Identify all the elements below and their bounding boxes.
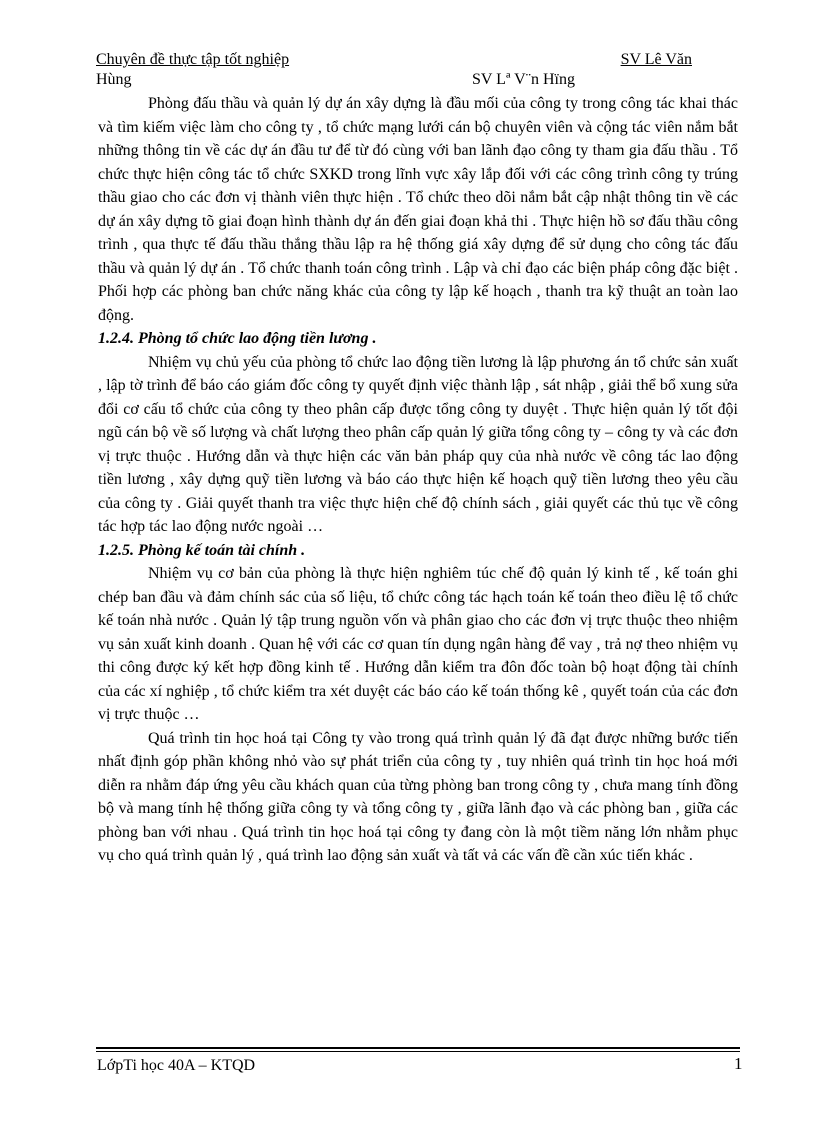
page-number: 1 — [734, 1054, 743, 1073]
header-author-garbled: SV Lª V¨n Hïng — [472, 71, 575, 88]
footer-rule-thick — [96, 1047, 740, 1049]
page-header-continued — [96, 70, 716, 90]
header-author: SV Lê Văn — [620, 51, 692, 68]
page-header — [96, 50, 692, 70]
header-title: Chuyên đề thực tập tốt nghiệp — [96, 51, 290, 68]
header-author-continuation: Hùng — [96, 71, 132, 88]
document-body — [98, 92, 738, 868]
footer-rule-thin — [96, 1051, 740, 1052]
section-heading-finance: 1.2.5. Phòng kế toán tài chính . — [98, 541, 306, 559]
section-heading-labor: 1.2.4. Phòng tổ chức lao động tiền lương . — [98, 330, 377, 347]
footer-class-label: LớpTi học 40A – KTQD — [97, 1057, 256, 1074]
paragraph-informatization: Quá trình tin học hoá tại Công ty vào trong quá trình quản lý đã đạt được những bước tiến nhất định góp phần không nhỏ vào sự phát triển của công ty , tuy nhiên quá trình tin học hoá mới diễn ra nhằm đáp ứng yêu cầu khách quan của từng phòng ban trong công ty , chưa mang tính đồng bộ và mang tính hệ thống giữa công ty và tổng công ty , giữa lãnh đạo và các phòng ban , giữa các phòng ban với nhau . Quá trình tin học hoá tại công ty đang còn là một tiềm năng lớn nhằm phục vụ cho quá trình quản lý , quá trình lao động sản xuất và tất vả các vấn đề cần xúc tiến khác . — [98, 729, 738, 864]
paragraph-labor-department: Nhiệm vụ chủ yếu của phòng tổ chức lao động tiền lương là lập phương án tổ chức sản xuất , lập tờ trình để báo cáo giám đốc công ty quyết định việc thành lập , sát nhập , giải thể bổ xung sửa đổi cơ cấu tổ chức của công ty theo phân cấp được tổng công ty duyệt . Thực hiện quản lý tốt đội ngũ cán bộ về số lượng và chất lượng theo phân cấp quản lý giữa tổng công ty – công ty và các đơn vị trực thuộc . Hướng dẫn và thực hiện các văn bản pháp quy của nhà nước về công tác lao động tiền lương , xây dựng quỹ tiền lương và báo cáo thực hiện kế hoạch quỹ tiền lương theo yêu cầu của công ty . Giải quyết thanh tra việc thực hiện chế độ chính sách , giải quyết các thủ tục về công tác hợp tác lao động nước ngoài … — [98, 353, 738, 535]
paragraph-bidding-department: Phòng đấu thầu và quản lý dự án xây dựng là đầu mối của công ty trong công tác khai thác và tìm kiếm việc làm cho công ty , tổ chức mạng lưới cán bộ chuyên viên và cộng tác viên nắm bắt những thông tin về các dự án đầu tư để từ đó cùng với ban lãnh đạo công ty tham gia đấu thầu . Tổ chức thực hiện công tác tổ chức SXKD trong lĩnh vực xây lắp đối với các công trình công ty trúng thầu giao cho các đơn vị thành viên thực hiện . Tổ chức theo dõi nắm bắt cập nhật thông tin về các dự án xây dựng tõ giai đoạn hình thành dự án đến giai đoạn khả thi . Thực hiện hồ sơ đấu thầu công trình , qua thực tế đấu thầu thắng thầu lập ra hệ thống giá xây dựng để sử dụng cho công tác đấu thầu và quản lý dự án . Tổ chức thanh toán công trình . Lập và chỉ đạo các biện pháp công đặc biệt . Phối hợp các phòng ban chức năng khác của công ty lập kế hoạch , thanh tra kỹ thuật an toàn lao động. — [98, 95, 738, 324]
paragraph-finance-department: Nhiệm vụ cơ bản của phòng là thực hiện nghiêm túc chế độ quản lý kinh tế , kế toán ghi chép ban đầu và đảm chính sác của số liệu, tổ chức công tác hạch toán kế toán theo điều lệ tổ chức kế toán nhà nước . Quản lý tập trung nguồn vốn và phân giao cho các đơn vị trực thuộc theo nhiệm vụ sản xuất kinh doanh . Quan hệ với các cơ quan tín dụng ngân hàng để vay , trả nợ theo nhiệm vụ thi công được ký kết hợp đồng kinh tế . Hướng dẫn kiểm tra đôn đốc toàn bộ hoạt động tài chính của các xí nghiệp , tổ chức kiểm tra xét duyệt các báo cáo kế toán thống kê , quyết toán của các đơn vị trực thuộc … — [98, 565, 738, 723]
